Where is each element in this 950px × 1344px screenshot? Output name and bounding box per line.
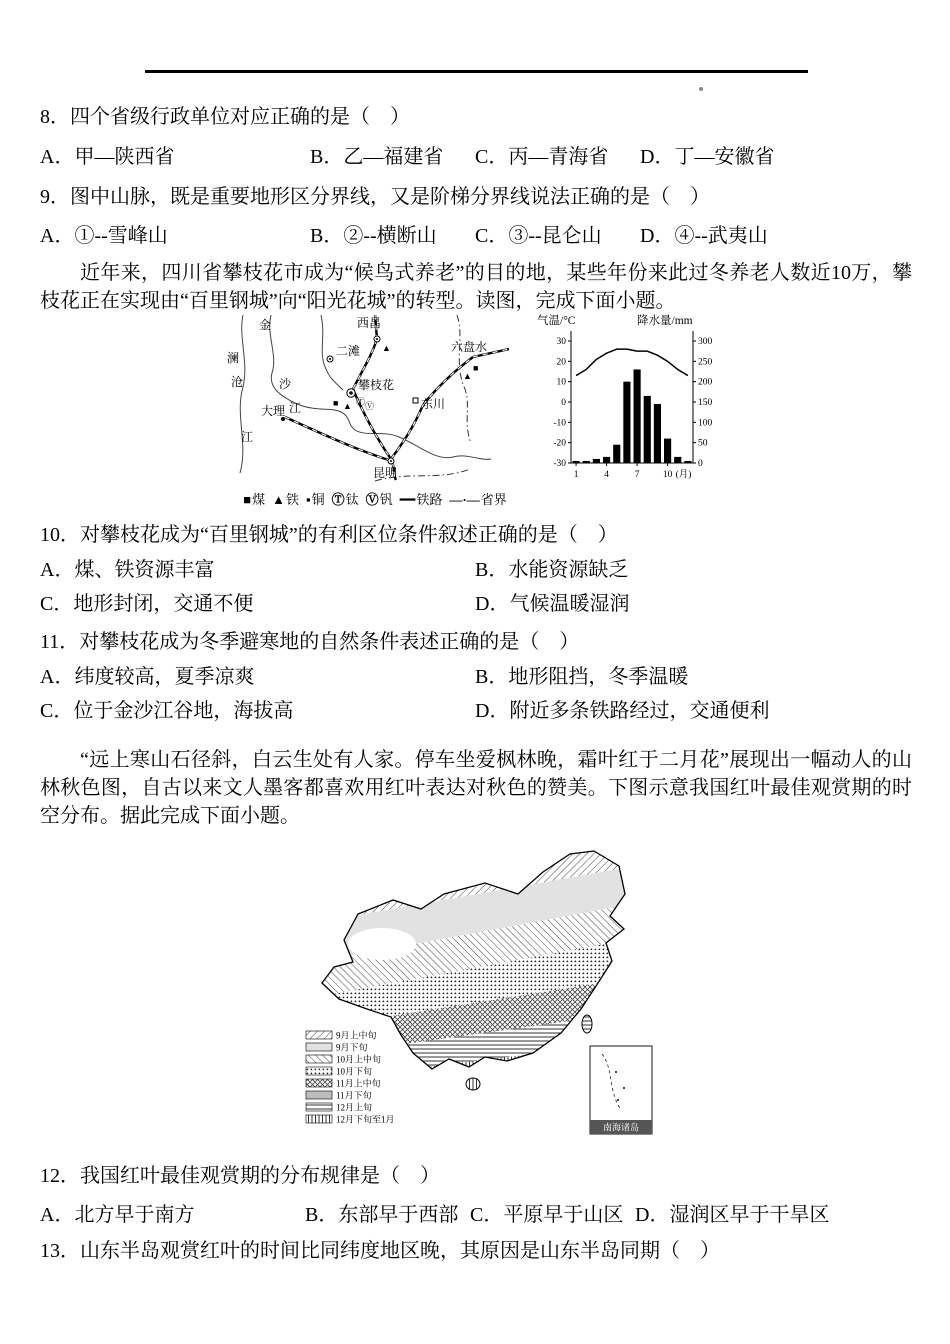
stray-mark [699, 87, 703, 91]
panzhihua-map-legend: ■ 煤 ▲ 铁 ▪ 铜 Ⓣ 钛 Ⓥ 钒 ━━ 铁路 —·— 省界 [243, 492, 507, 507]
iron-icon: ▲ [343, 401, 352, 411]
question-11-stem: 11．对攀枝花成为冬季避寒地的自然条件表述正确的是（ ） [40, 631, 580, 653]
svg-text:9月上中旬: 9月上中旬 [336, 1030, 377, 1041]
city-label-ertan: 二滩 [336, 344, 361, 358]
iron-icon: ▲ [463, 371, 472, 381]
svg-text:11月下旬: 11月下旬 [336, 1090, 372, 1101]
copper-icon: ▪ [306, 492, 311, 507]
hainan-island [466, 1078, 480, 1090]
coal-icon: ■ [333, 398, 339, 408]
taiwan-island [582, 1015, 592, 1033]
q8-option-c: C．丙—青海省 [475, 146, 609, 168]
svg-text:300: 300 [698, 337, 713, 347]
vanadium-icon: Ⓥ [365, 401, 375, 411]
boundary-icon: —·— [449, 492, 480, 507]
q8-option-d: D．丁—安徽省 [640, 146, 775, 168]
q9-option-a: A．①--雪峰山 [40, 225, 168, 247]
question-8-stem: 8．四个省级行政单位对应正确的是（ ） [40, 106, 410, 128]
svg-text:50: 50 [698, 438, 708, 449]
figure-row [225, 311, 912, 509]
svg-text:10月上中旬: 10月上中旬 [336, 1054, 382, 1065]
river-label: 金 [259, 318, 272, 332]
svg-text:0: 0 [698, 459, 703, 469]
q10-option-d: D．气候温暖湿润 [475, 593, 630, 615]
svg-text:12月上旬: 12月上旬 [336, 1102, 373, 1113]
inset-label: 南海诸岛 [602, 1122, 640, 1133]
svg-text:150: 150 [698, 398, 713, 408]
svg-text:30: 30 [556, 337, 566, 347]
panzhihua-map-figure [225, 311, 525, 509]
svg-text:-20: -20 [553, 438, 566, 449]
question-13-stem: 13．山东半岛观赏红叶的时间比同纬度地区晚，其原因是山东半岛同期（ ） [40, 1240, 720, 1262]
climate-chart-figure [535, 311, 727, 489]
svg-text:(月): (月) [675, 470, 692, 480]
south-china-sea-inset [590, 1046, 652, 1134]
iron-icon: ▲ [272, 492, 285, 507]
titanium-icon: Ⓣ [331, 492, 345, 507]
svg-text:0: 0 [561, 398, 566, 408]
svg-text:200: 200 [698, 377, 713, 388]
city-label-panzhihua: 攀枝花 [358, 378, 395, 392]
exam-content [40, 96, 912, 1264]
svg-text:9月下旬: 9月下旬 [336, 1042, 368, 1053]
q11-option-c: C．位于金沙江谷地，海拔高 [40, 700, 294, 722]
city-label-liupanshui: 六盘水 [451, 340, 488, 354]
svg-text:1: 1 [573, 470, 579, 480]
svg-text:-30: -30 [553, 459, 566, 469]
panzhihua-map-svg [225, 311, 525, 483]
q8-option-b: B．乙—福建省 [310, 146, 444, 168]
rivers [240, 315, 491, 473]
q8-option-a: A．甲—陕西省 [40, 146, 175, 168]
svg-text:7: 7 [634, 470, 640, 480]
titanium-icon: Ⓣ [356, 397, 366, 407]
china-map-legend [306, 1030, 395, 1125]
svg-text:100: 100 [698, 418, 713, 429]
china-red-leaf-map-figure [290, 832, 670, 1148]
river-label: 沧 [231, 375, 244, 389]
coal-icon: ■ [473, 363, 479, 373]
city-label-kunming: 昆明 [373, 466, 398, 480]
svg-text:11月上中旬: 11月上中旬 [336, 1078, 381, 1089]
city-label-xichang: 西昌 [357, 316, 382, 330]
q9-option-c: C．③--昆仑山 [475, 225, 602, 247]
question-9-stem: 9．图中山脉，既是重要地形区分界线，又是阶梯分界线说法正确的是（ ） [40, 186, 710, 208]
q11-option-a: A．纬度较高，夏季凉爽 [40, 666, 255, 688]
q12-option-a: A．北方早于南方 [40, 1204, 195, 1226]
svg-text:-10: -10 [553, 418, 566, 429]
passage-red-leaves: “远上寒山石径斜，白云生处有人家。停车坐爱枫林晚，霜叶红于二月花”展现出一幅动人的山林秋色图，自古以来文人墨客都喜欢用红叶表达对秋色的赞美。下图示意我国红叶最佳观赏期的时空分布。据此完成下面小题。 [40, 749, 912, 827]
q10-option-b: B．水能资源缺乏 [475, 559, 629, 581]
question-10-options-row1 [40, 557, 912, 583]
right-axis-title: 降水量/mm [637, 315, 693, 327]
question-11-options-row2 [40, 698, 912, 724]
vanadium-icon: Ⓥ [365, 492, 379, 507]
q11-option-b: B．地形阻挡，冬季温暖 [475, 666, 689, 688]
passage-panzhihua: 近年来，四川省攀枝花市成为“候鸟式养老”的目的地，某些年份来此过冬养老人数近10万，攀枝花正在实现由“百里钢城”向“阳光花城”的转型。读图，完成下面小题。 [40, 262, 912, 312]
question-11-options-row1 [40, 664, 912, 690]
iron-icon: ▲ [382, 343, 391, 353]
river-label: 江 [241, 430, 254, 444]
city-label-dali: 大理 [261, 404, 286, 418]
header-divider [145, 70, 808, 73]
railway-icon: ━━ [399, 492, 416, 507]
q9-option-d: D．④--武夷山 [640, 225, 768, 247]
left-axis-title: 气温/°C [537, 315, 576, 327]
coal-icon: ■ [243, 492, 252, 507]
river-label: 江 [289, 401, 302, 415]
q12-option-c: C．平原早于山区 [470, 1204, 624, 1226]
climate-chart-svg [535, 311, 727, 483]
q9-option-b: B．②--横断山 [310, 225, 437, 247]
question-10-options-row2 [40, 591, 912, 617]
svg-text:4: 4 [604, 470, 609, 480]
q12-option-b: B．东部早于西部 [305, 1204, 459, 1226]
svg-text:10: 10 [556, 377, 566, 388]
question-12-stem: 12．我国红叶最佳观赏期的分布规律是（ ） [40, 1165, 440, 1187]
q10-option-a: A．煤、铁资源丰富 [40, 559, 215, 581]
svg-text:10月下旬: 10月下旬 [336, 1066, 373, 1077]
svg-text:10: 10 [662, 470, 673, 480]
city-label-dongchuan: 东川 [421, 397, 446, 411]
river-label: 沙 [279, 377, 292, 391]
question-10-stem: 10．对攀枝花成为“百里钢城”的有利区位条件叙述正确的是（ ） [40, 524, 618, 546]
question-9-options [40, 223, 912, 249]
river-label: 澜 [227, 351, 240, 365]
question-12-options [40, 1202, 912, 1228]
q10-option-c: C．地形封闭，交通不便 [40, 593, 254, 615]
china-map-svg [290, 832, 670, 1142]
q11-option-d: D．附近多条铁路经过，交通便利 [475, 700, 770, 722]
q12-option-d: D．湿润区早于干旱区 [635, 1204, 830, 1226]
svg-text:20: 20 [556, 357, 566, 368]
svg-text:250: 250 [698, 357, 713, 368]
question-8-options [40, 144, 912, 170]
svg-text:12月下旬至1月: 12月下旬至1月 [336, 1114, 395, 1125]
